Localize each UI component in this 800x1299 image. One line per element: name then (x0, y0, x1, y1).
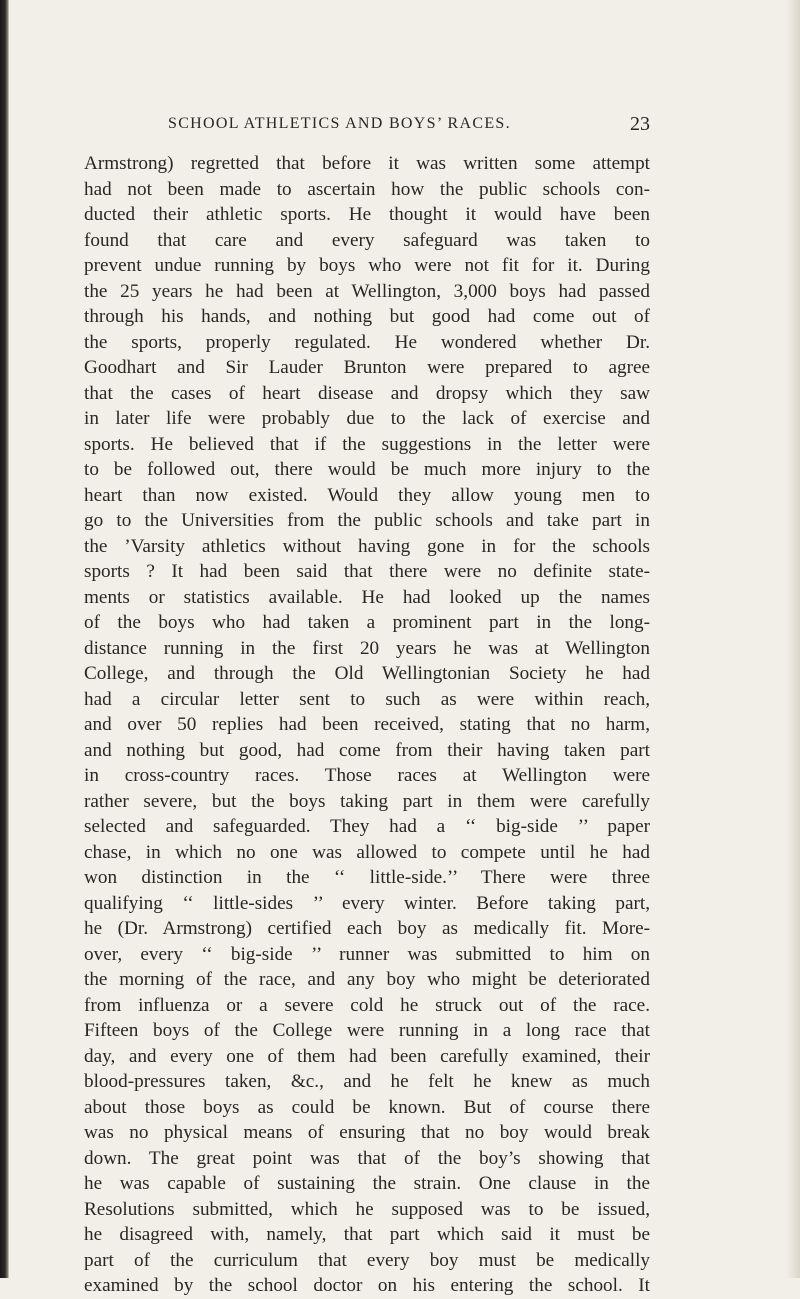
text-line: won distinction in the ‘‘ little-side.’’ There were three (84, 867, 650, 888)
text-line: in later life were probably due to the lack of exercise and (84, 408, 650, 429)
text-line: in cross-country races. Those races at Wellington were (84, 765, 650, 786)
text-line: Resolutions submitted, which he supposed was to be issued, (84, 1198, 650, 1220)
book-binding-edge (0, 0, 9, 1278)
text-line: and nothing but good, had come from their having taken part (84, 739, 650, 761)
text-line: blood-pressures taken, &c., and he felt he knew as much (84, 1071, 650, 1092)
text-line: part of the curriculum that every boy must be medically (84, 1249, 650, 1271)
text-line: selected and safeguarded. They had a ‘‘ big-side ’’ paper (84, 816, 650, 837)
text-line: Goodhart and Sir Lauder Brunton were prepared to agree (84, 357, 650, 378)
text-line: down. The great point was that of the boy’s showing that (84, 1147, 650, 1169)
text-line: rather severe, but the boys taking part in them were carefully (84, 790, 650, 812)
body-text (84, 151, 650, 1299)
text-line: distance running in the first 20 years he was at Wellington (84, 637, 650, 659)
text-line: of the boys who had taken a prominent part in the long- (84, 612, 650, 633)
text-line: to be followed out, there would be much more injury to the (84, 459, 650, 480)
text-line: heart than now existed. Would they allow young men to (84, 484, 650, 506)
page-number: 23 (630, 113, 650, 135)
text-line: over, every ‘‘ big-side ’’ runner was submitted to him on (84, 943, 650, 965)
text-line: the 25 years he had been at Wellington, 3,000 boys had passed (84, 280, 650, 302)
text-line: ducted their athletic sports. He thought it would have been (84, 204, 650, 225)
text-line: sports ? It had been said that there were no definite state- (84, 561, 650, 582)
page-edge-shadow (786, 0, 800, 1278)
text-line: found that care and every safeguard was taken to (84, 229, 650, 251)
text-line: and over 50 replies had been received, stating that no harm, (84, 714, 650, 735)
text-line: prevent undue running by boys who were not fit for it. During (84, 255, 650, 276)
text-line: was no physical means of ensuring that no boy would break (84, 1122, 650, 1143)
text-line: had not been made to ascertain how the public schools con- (84, 178, 650, 200)
text-line: examined by the school doctor on his entering the school. It (84, 1275, 650, 1296)
text-line: the ’Varsity athletics without having gone in for the schools (84, 535, 650, 557)
text-line: qualifying ‘‘ little-sides ’’ every winter. Before taking part, (84, 892, 650, 914)
text-line: Armstrong) regretted that before it was written some attempt (84, 153, 650, 174)
text-line: that the cases of heart disease and dropsy which they saw (84, 382, 650, 404)
text-line: Fifteen boys of the College were running in a long race that (84, 1020, 650, 1041)
text-line: he (Dr. Armstrong) certified each boy as medically fit. More- (84, 918, 650, 939)
page-header (168, 113, 650, 139)
text-line: from influenza or a severe cold he struck out of the race. (84, 994, 650, 1016)
text-line: day, and every one of them had been carefully examined, their (84, 1045, 650, 1067)
text-line: College, and through the Old Wellingtonian Society he had (84, 663, 650, 684)
text-line: had a circular letter sent to such as were within reach, (84, 688, 650, 710)
text-line: he was capable of sustaining the strain. One clause in the (84, 1173, 650, 1194)
text-line: chase, in which no one was allowed to compete until he had (84, 841, 650, 863)
text-line: through his hands, and nothing but good had come out of (84, 306, 650, 327)
text-line: the morning of the race, and any boy who might be deteriorated (84, 969, 650, 990)
text-line: he disagreed with, namely, that part which said it must be (84, 1224, 650, 1245)
text-line: go to the Universities from the public schools and take part in (84, 510, 650, 531)
running-head: SCHOOL ATHLETICS AND BOYS’ RACES. (168, 115, 511, 132)
text-line: about those boys as could be known. But of course there (84, 1096, 650, 1118)
text-line: the sports, properly regulated. He wondered whether Dr. (84, 331, 650, 353)
text-line: ments or statistics available. He had looked up the names (84, 586, 650, 608)
text-line: sports. He believed that if the suggestions in the letter were (84, 433, 650, 455)
